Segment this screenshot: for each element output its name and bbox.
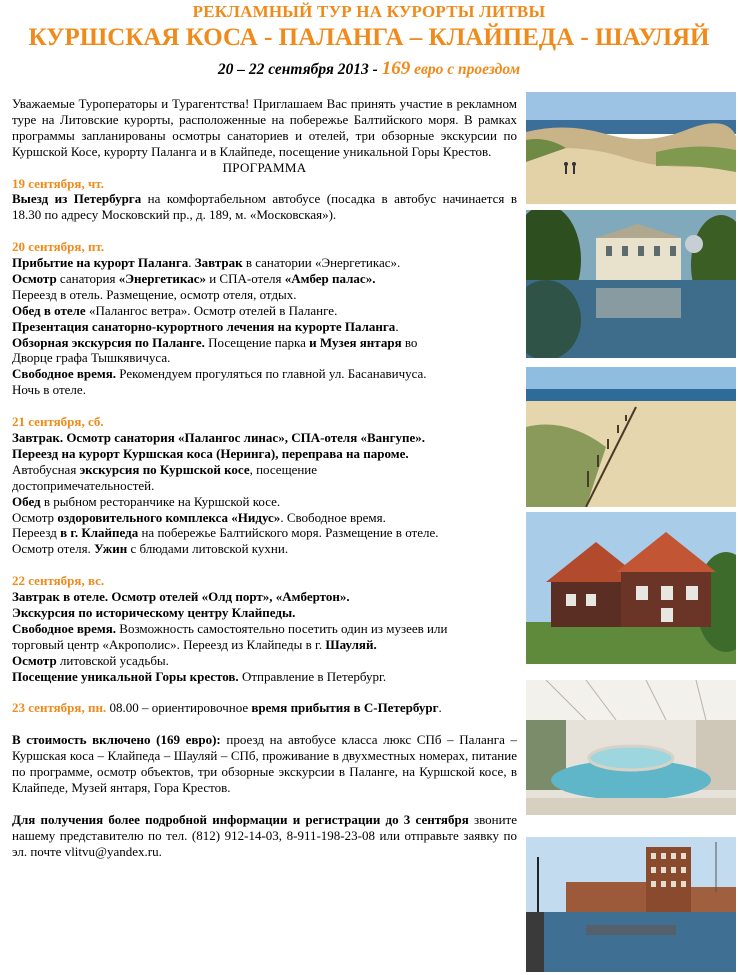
text: .: [438, 700, 442, 716]
intro-paragraph: Уважаемые Туроператоры и Турагентства! Приглашаем Вас принять участие в рекламном туре на Литовские курорты, расположенные на побережье Балтийского моря. В рамках программы запланированы осмотры санаториев и отелей, три обзорные экскурсии по Куршской Косе, курорту Паланга и в Клайпеде, посещение уникальной Горы Крестов.: [12, 96, 517, 159]
text: торговый центр «Акрополис». Переезд из Клайпеды в г.: [12, 636, 326, 652]
text-line: [12, 637, 517, 653]
bold-text: Свободное время.: [12, 366, 117, 382]
text-line: Дворце графа Тышкявичуса.: [12, 350, 171, 366]
included-paragraph: [12, 732, 517, 796]
bold-text: в г. Клайпеда: [60, 525, 139, 541]
bold-text: оздоровительного комплекса «Нидус»: [57, 509, 281, 525]
text-line: [12, 335, 517, 351]
bold-text: и Музея янтаря: [309, 334, 402, 350]
day-title: 20 сентября, пт.: [12, 239, 105, 255]
text: и СПА-отеля: [205, 270, 285, 286]
text: санатория: [56, 270, 119, 286]
text: с блюдами литовской кухни.: [127, 541, 289, 557]
bold-text: Осмотр: [12, 270, 57, 286]
text-line: [12, 446, 517, 462]
bold-text: Посещение уникальной Горы крестов.: [12, 668, 239, 684]
day1-text: [12, 191, 517, 223]
text-line: [12, 621, 517, 637]
dates: 20 – 22 сентября 2013 -: [217, 61, 378, 78]
bold-text: Шауляй.: [325, 636, 377, 652]
text: во: [401, 334, 418, 350]
text: .: [395, 318, 399, 334]
text: на комфортабельном автобусе (посадка в автобус начинается в 18.30 по адресу Московский пр., д. 189, м. «Московская»).: [12, 191, 518, 223]
text: Осмотр: [12, 509, 58, 525]
bold-text: В стоимость включено (169 евро):: [12, 732, 221, 748]
text: Автобусная: [12, 461, 80, 477]
bold-text: «Энергетикас»: [118, 270, 206, 286]
dunes-photo: [526, 92, 736, 204]
day-title: 19 сентября, чт.: [12, 175, 104, 191]
text: 08.00 – ориентировочное: [106, 700, 252, 716]
text: Осмотр отеля.: [12, 541, 95, 557]
text: литовской усадьбы.: [56, 652, 169, 668]
bold-text: Обед: [12, 493, 41, 509]
bold-text: Для получения более подробной информации и регистрации до 3 сентября: [12, 811, 469, 827]
bold-text: Обзорная экскурсия по Паланге.: [12, 334, 205, 350]
text: проезд на автобусе класса люкс СПб – Паланга – Куршская коса – Клайпеда – Шауляй – СПб, проживание в двухместных номерах, питание по программе, осмотр объектов, три обзорные экскурсии в Паланге, на Куршской косе, в Клайпеде, Музей янтаря, Гора Крестов.: [12, 732, 517, 795]
text-line: [12, 255, 517, 271]
header-dates: [0, 58, 738, 80]
header-title: КУРШСКАЯ КОСА - ПАЛАНГА – КЛАЙПЕДА - ШАУЛЯЙ: [28, 24, 710, 51]
text: «Палангос ветра». Осмотр отелей в Паланге.: [85, 302, 338, 318]
bold-text: экскурсия по Куршской косе: [79, 461, 250, 477]
price: 169: [381, 58, 411, 79]
text: в рыбном ресторанчике на Куршской косе.: [40, 493, 281, 509]
bold-text: Переезд на курорт Куршская коса (Неринга), переправа на пароме.: [12, 445, 409, 461]
text-line: [12, 303, 517, 319]
text: . Свободное время.: [280, 509, 386, 525]
text-line: [12, 494, 517, 510]
text: в санатории «Энергетикас».: [242, 255, 401, 271]
text-line: [12, 653, 517, 669]
text: Переезд: [12, 525, 61, 541]
bold-text: «Амбер палас».: [284, 270, 376, 286]
wooden-houses-photo: [526, 512, 736, 664]
bold-text: Прибытие на курорт Паланга: [12, 255, 189, 271]
program-title: ПРОГРАММА: [222, 159, 307, 175]
text-line: достопримечательностей.: [12, 477, 155, 493]
bold-text: Завтрак: [194, 255, 243, 271]
text-line: [12, 669, 517, 685]
palace-photo: [526, 210, 736, 358]
text-line: [12, 525, 517, 541]
text: звоните нашему представителю по тел. (812) 912-14-03, 8-911-198-23-08 или отправьте заявку по эл. почте vlitvu@yandex.ru.: [12, 811, 517, 859]
text-line: Переезд в отель. Размещение, осмотр отеля, отдых.: [12, 286, 297, 302]
bold-text: Завтрак в отеле. Осмотр отелей «Олд порт», «Амбертон».: [12, 589, 350, 605]
bold-text: Презентация санаторно-курортного лечения на курорте Паланга: [12, 318, 396, 334]
text-line: [12, 605, 517, 621]
text: Возможность самостоятельно посетить один из музеев или: [116, 620, 448, 636]
pool-photo: [526, 680, 736, 815]
text-line: [12, 462, 517, 478]
bold-text: Ужин: [94, 541, 128, 557]
bold-text: Свободное время.: [12, 620, 117, 636]
text: Рекомендуем прогуляться по главной ул. Басанавичуса.: [116, 366, 427, 382]
bold-text: Выезд из Петербурга: [12, 191, 142, 207]
text: , посещение: [249, 461, 318, 477]
bold-text: Экскурсия по историческому центру Клайпеды.: [12, 604, 296, 620]
text: на побережье Балтийского моря. Размещение в отеле.: [138, 525, 439, 541]
beach-fence-photo: [526, 367, 736, 507]
bold-text: Осмотр: [12, 652, 57, 668]
bold-text: Обед в отеле: [12, 302, 86, 318]
day-title: 23 сентября, пн.: [12, 700, 107, 716]
contact-paragraph: [12, 812, 517, 860]
text-line: [12, 510, 517, 526]
text: Посещение парка: [204, 334, 310, 350]
day-title: 21 сентября, сб.: [12, 414, 104, 430]
harbor-photo: [526, 837, 736, 972]
text-line: [12, 366, 517, 382]
day5-line: [12, 700, 517, 716]
text-line: [12, 271, 517, 287]
text-line: Ночь в отеле.: [12, 382, 86, 398]
text-line: [12, 541, 517, 557]
text: .: [188, 255, 195, 271]
day-title: 22 сентября, вс.: [12, 573, 105, 589]
text-line: [12, 589, 517, 605]
text-line: [12, 319, 517, 335]
text: Отправление в Петербург.: [238, 668, 387, 684]
text-line: [12, 430, 517, 446]
price-tail: евро с проездом: [414, 61, 521, 78]
header-subtitle: РЕКЛАМНЫЙ ТУР НА КУРОРТЫ ЛИТВЫ: [192, 2, 546, 21]
bold-text: время прибытия в С-Петербург: [251, 700, 439, 716]
bold-text: Завтрак. Осмотр санатория «Палангос линас», СПА-отеля «Вангупе».: [12, 430, 426, 445]
main-text: [12, 96, 517, 859]
